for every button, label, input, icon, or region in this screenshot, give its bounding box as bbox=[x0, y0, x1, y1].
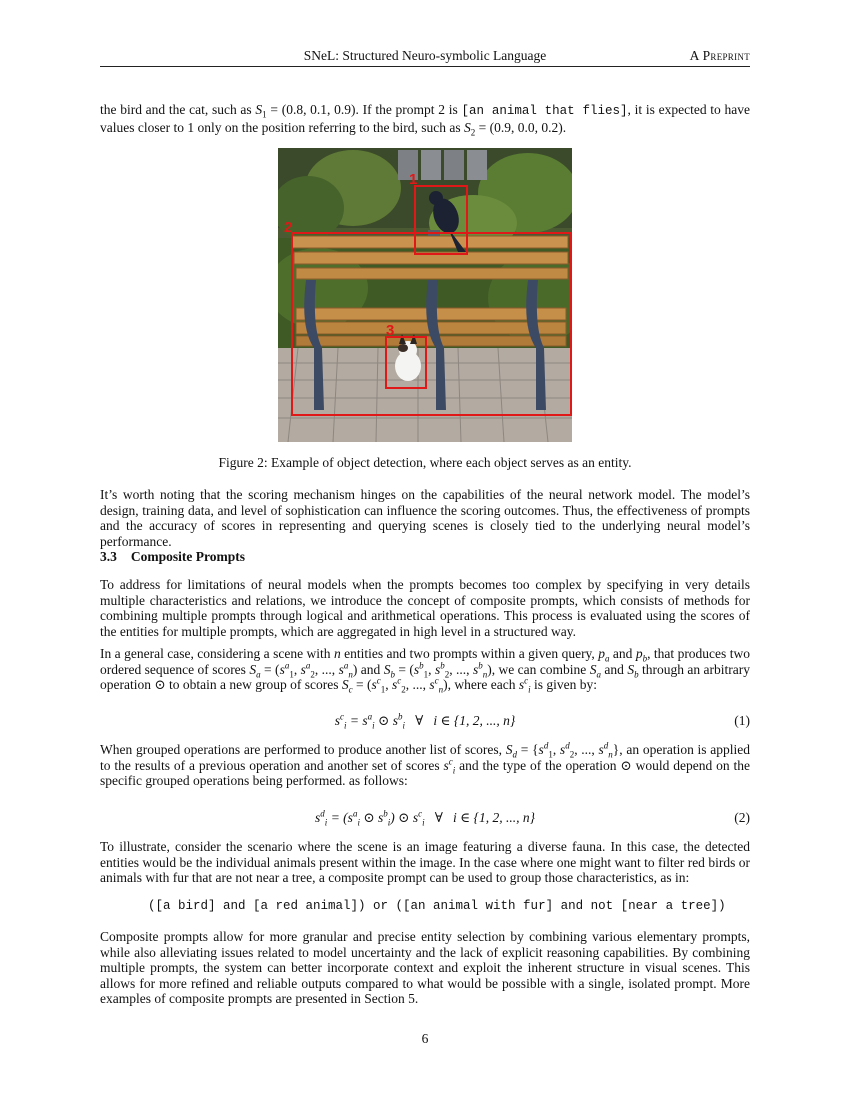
equation-2-number: (2) bbox=[734, 810, 750, 825]
paragraph-composite-intro: To address for limitations of neural models when the prompts becomes too complex by specifying in very details multiple characteristics and relations, we introduce the concept of composite prompts, which consists of methods for combining multiple prompts through logical and arithmetical operations. This process is evaluated using the scores of the entities for multiple prompts, which are aggregated in high level in a structured way. bbox=[100, 577, 750, 639]
equation-2: $s^d_i = (s^a_i$ ⊙ $s^b_i$) ⊙ $s^c_i$ ∀ i ∈ {1, 2, ..., n} (2) bbox=[315, 808, 750, 828]
inline-code-prompt: [an animal that flies] bbox=[461, 104, 628, 118]
bench-scene-image bbox=[278, 148, 572, 442]
header-title: SNeL: Structured Neuro-symbolic Language bbox=[303, 48, 547, 63]
equation-1: $s^c_i = s^a_i$ ⊙ $s^b_i$ ∀ i ∈ {1, 2, ..., n} (1) bbox=[334, 711, 750, 731]
detection-label-2: 2 bbox=[284, 219, 293, 236]
running-header bbox=[100, 48, 750, 67]
paragraph-illustration: To illustrate, consider the scenario where the scene is an image featuring a diverse fauna. In this case, the detected entities would be the individual animals present within the image. In the case where one might want to filter red birds or animals with fur that are not near a tree, a composite prompt can be used to group those characteristics, as in: bbox=[100, 839, 750, 886]
page-number: 6 bbox=[421, 1031, 429, 1046]
paragraph-general-case: In a general case, considering a scene with n entities and two prompts within a given query, $p_a$ and $p_b$, that produces two ordered sequence of scores $S_a = (s^a_1$, $s^a_2$, ..., $s^a_n$) and $S_b = (s^b_1$, $s^b_2$, ..., $s^b_n$), we can combine $S_a$ and $S_b$ through an arbitrary operation ⊙ to obtain a new group of scores $S_c = (s^c_1$, $s^c_2$, ..., $s^c_n$), where each $s^c_i$ is given by: bbox=[100, 646, 751, 695]
section-number: 3.3 bbox=[100, 549, 117, 564]
header-preprint: A Preprint bbox=[689, 48, 750, 63]
composite-prompt-code: ([a bird] and [a red animal]) or ([an animal with fur] and not [near a tree]) bbox=[148, 899, 726, 913]
paragraph-scoring-mechanism: It’s worth noting that the scoring mechanism hinges on the capabilities of the neural network model. The model’s design, training data, and level of sophistication can influence the scoring outcomes. Thus, the effectiveness of prompts and the accuracy of scores in representing and querying scenes is closely tied to the underlying neural model’s performance. bbox=[100, 487, 750, 549]
equation-1-number: (1) bbox=[734, 713, 750, 728]
section-heading bbox=[100, 549, 245, 565]
figure-object-detection bbox=[278, 148, 572, 442]
paragraph-composite-benefits: Composite prompts allow for more granular and precise entity selection by combining various elementary prompts, while also alleviating issues related to model uncertainty and the lack of explicit reasoning capabilities. By combining multiple prompts, the system can better incorporate context and exploit the inherent structure in visual scenes. This allows for more refined and reliable outputs compared to what would be possible with a single, isolated prompt. More examples of composite prompts are presented in Section 5. bbox=[100, 929, 750, 1007]
detection-label-1: 1 bbox=[409, 171, 418, 188]
detection-label-3: 3 bbox=[386, 322, 395, 339]
section-title: Composite Prompts bbox=[130, 549, 245, 564]
figure-caption: Figure 2: Example of object detection, where each object serves as an entity. bbox=[218, 455, 632, 470]
paragraph-scores-example: the bird and the cat, such as $S_1 = (0.8$, 0.1, 0.9). If the prompt 2 is [an animal that flies], it is expected to have values closer to 1 only on the position referring to the bird, such as $S_2 = (0.9$, 0.0, 0.2). bbox=[100, 102, 750, 138]
paragraph-grouped-operations: When grouped operations are performed to produce another list of scores, $S_d = \{s^d_1$, $s^d_2$, ..., $s^d_n$}, an operation is applied to the results of a previous operation and another set of scores $s^c_i$ and the type of the operation ⊙ would depend on the specific grouped operations being performed. as follows: bbox=[100, 740, 751, 789]
